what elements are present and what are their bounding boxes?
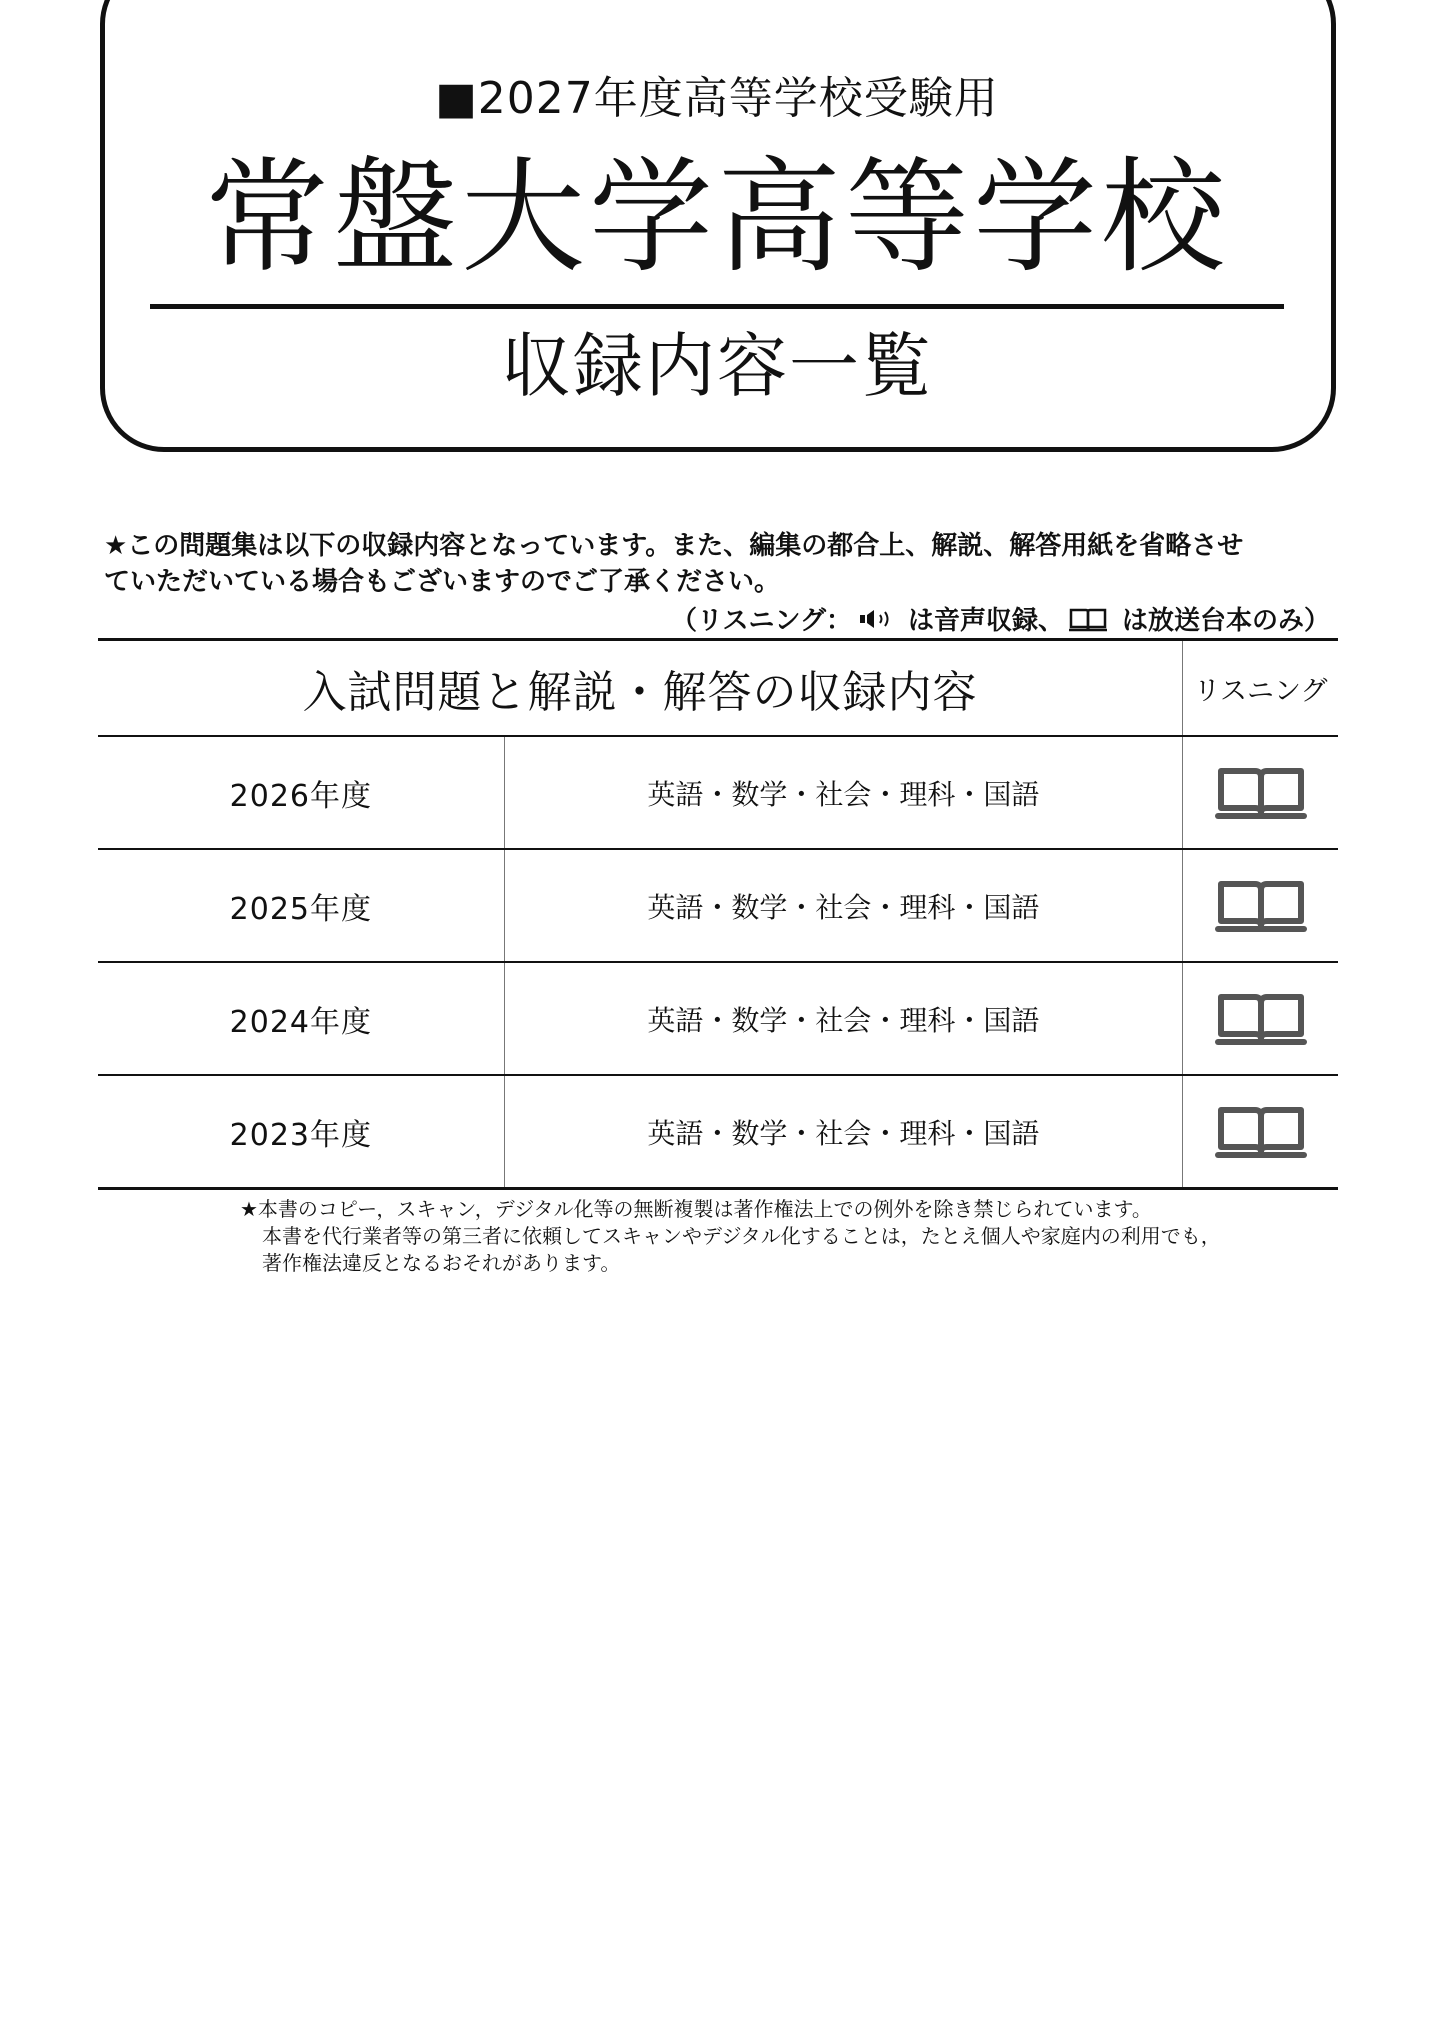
listening-legend [671, 600, 1330, 637]
copyright-notice [240, 1196, 1320, 1277]
notice-text [104, 528, 1344, 600]
notice-line-1: ★この問題集は以下の収録内容となっています。また、編集の都合上、解説、解答用紙を省略させ [104, 531, 1244, 561]
legend-audio-text: は音声収録、 [907, 606, 1064, 636]
book-icon [1182, 850, 1338, 961]
contents-table [98, 638, 1338, 1190]
row-subjects: 英語・数学・社会・理科・国語 [647, 1116, 1040, 1150]
header-listening: リスニング [1182, 641, 1338, 735]
header-contents: 入試問題と解説・解答の収録内容 [302, 667, 978, 718]
table-row [98, 737, 1338, 850]
exam-year-subtitle: ■2027年度高等学校受験用 [435, 73, 999, 124]
speaker-icon [858, 608, 902, 630]
table-header [98, 641, 1338, 737]
table-row [98, 963, 1338, 1076]
row-year: 2026年度 [98, 737, 505, 848]
contents-list-title: 収録内容一覧 [501, 325, 933, 407]
table-row [98, 850, 1338, 963]
legend-prefix: （リスニング： [671, 606, 852, 636]
title-underline [150, 304, 1284, 309]
book-icon [1182, 963, 1338, 1074]
row-year: 2025年度 [98, 850, 505, 961]
copyright-line-3: 著作権法違反となるおそれがあります。 [262, 1251, 621, 1275]
book-icon [1182, 737, 1338, 848]
table-row [98, 1076, 1338, 1187]
notice-line-2: ていただいている場合もございますのでご了承ください。 [104, 567, 781, 597]
row-subjects: 英語・数学・社会・理科・国語 [647, 777, 1040, 811]
row-subjects: 英語・数学・社会・理科・国語 [647, 1003, 1040, 1037]
row-subjects: 英語・数学・社会・理科・国語 [647, 890, 1040, 924]
school-name-title: 常盤大学高等学校 [204, 146, 1229, 290]
row-year: 2024年度 [98, 963, 505, 1074]
copyright-line-1: ★本書のコピー，スキャン，デジタル化等の無断複製は著作権法上での例外を除き禁じられています。 [240, 1197, 1152, 1221]
book-icon [1068, 606, 1108, 632]
row-year: 2023年度 [98, 1076, 505, 1187]
book-icon [1182, 1076, 1338, 1187]
legend-book-text: は放送台本のみ） [1121, 606, 1330, 636]
copyright-line-2: 本書を代行業者等の第三者に依頼してスキャンやデジタル化することは，たとえ個人や家庭内の利用でも， [262, 1224, 1221, 1248]
